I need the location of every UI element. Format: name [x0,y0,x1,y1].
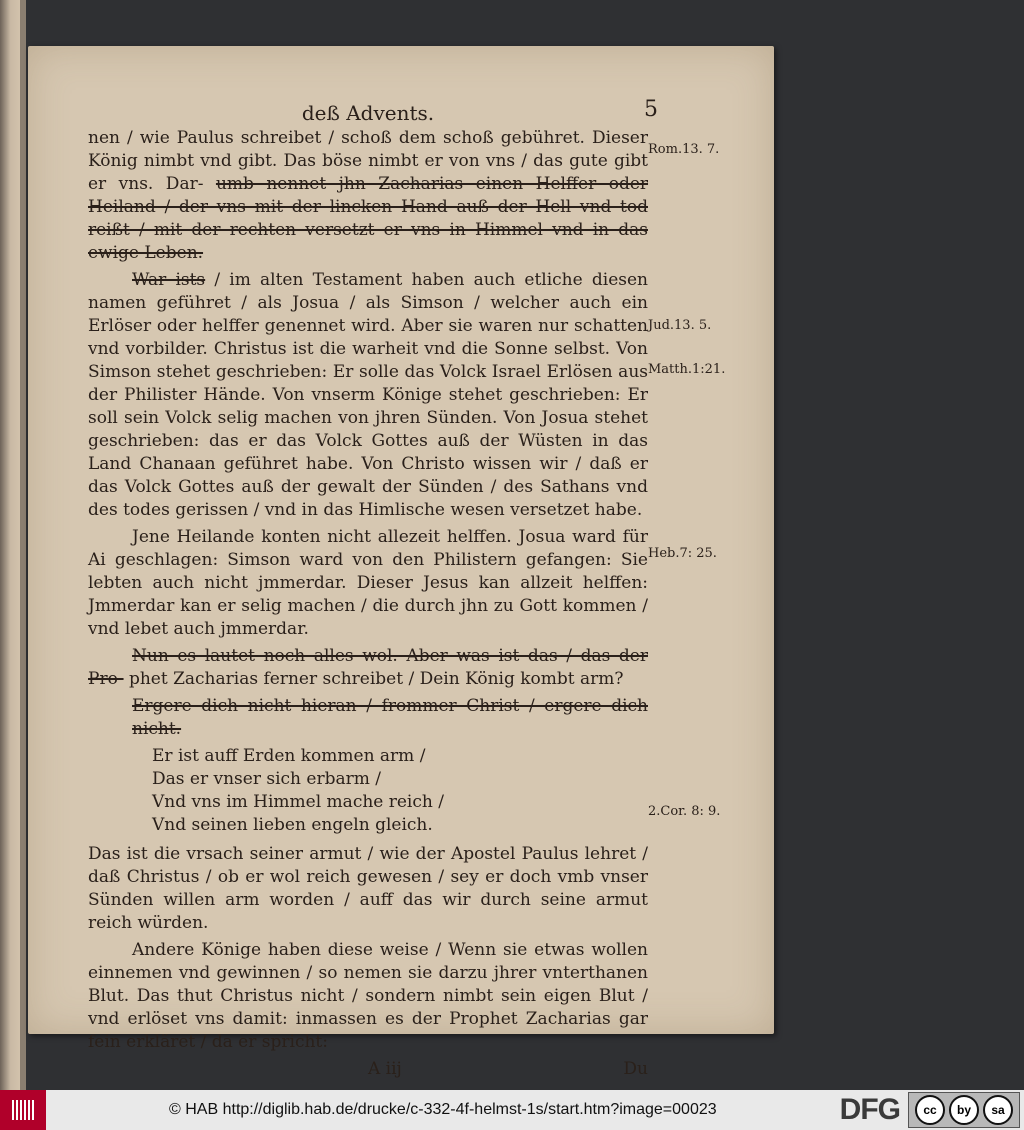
by-icon: by [949,1095,979,1125]
catchword: Du [623,1059,648,1079]
sa-icon: sa [983,1095,1013,1125]
paragraph-4-struck: Nun es lautet noch alles wol. Aber was ist das / das der Pro- [88,646,648,689]
paragraph-1 [88,127,648,265]
paragraph-7: Andere Könige haben diese weise / Wenn sie etwas wollen einnemen vnd gewinnen / so nemen sie darzu jhrer vnterthanen Blut. Das thut Christus nicht / sondern nimbt sein eigen Blut / vnd erlöset vns damit: inmassen es der Prophet Zacharias gar fein erkläret / da er spricht: [88,940,648,1052]
verse-line: Vnd seinen lieben engeln gleich. [152,815,433,835]
margin-note: Jud.13. 5. [648,318,712,333]
paragraph-5 [132,695,648,741]
verse-line: Er ist auff Erden kommen arm / [152,746,426,766]
verse-line: Das er vnser sich erbarm / [152,769,381,789]
paragraph-1-struck: umb nennet jhn Zacharias einen Helffer oder Heiland / der vns mit der lincken Hand auß der Hell vnd tod reißt / mit der rechten versetzt er vns in Himmel vnd in das ewige Leben. [88,174,649,263]
signature-mark: A iij [368,1059,402,1079]
page-footer [88,1058,648,1081]
margin-note: Heb.7: 25. [648,546,717,561]
verse [152,745,648,837]
document-page [28,46,774,1079]
paragraph-2-text: / im alten Testament haben auch etliche diesen namen geführet / als Josua / als Simson / welcher auch ein Erlöser oder helffer genennet wird. Aber sie waren nur schatten vnd vorbilder. Christus ist die warheit vnd die Sonne selbst. Von Simson stehet geschrieben: Er solle das Volck Israel Erlösen aus der Philister Hände. Von vnserm Könige stehet geschrieben: Er soll sein Volck selig machen von jhren Sünden. Von Josua stehet geschrieben: das er das Volck Gottes auß der Wüsten in das Land Chanaan geführet habe. Von Christo wissen wir / daß er das Volck Gottes auß der gewalt der Sünden / des Sathans vnd des todes gerissen / vnd in das Himlische wesen versetzet habe. [88,270,648,520]
page-number: 5 [644,97,658,122]
margin-note: Rom.13. 7. [648,142,720,157]
paragraph-2-struck: War ists [132,270,206,290]
paragraph-4-text: phet Zacharias ferner schreibet / Dein König kombt arm? [128,669,624,689]
verse-line: Vnd vns im Himmel mache reich / [152,792,444,812]
book-spine [20,0,26,1090]
margin-note: Matth.1:21. [648,362,726,377]
cc-icon: cc [915,1095,945,1125]
paragraph-6: Das ist die vrsach seiner armut / wie der Apostel Paulus lehret / daß Christus / ob er wol reich gewesen / sey er doch vmb vnser Sünden willen arm worden / auff das wir durch seine armut reich würden. [88,844,648,933]
paragraph-5-struck: Ergere dich nicht hieran / frommer Christ / ergere dich nicht. [132,696,648,739]
paragraph-3: Jene Heilande konten nicht allezeit helffen. Josua ward für Ai geschlagen: Simson ward von den Philistern gefangen: Sie lebten auch nicht jmmerdar. Dieser Jesus kan allzeit helffen: Jmmerdar kan er selig machen / die durch jhn zu Gott kommen / vnd lebet auch jmmerdar. [88,527,648,639]
source-url-link[interactable]: © HAB http://diglib.hab.de/drucke/c-332-4f-helmst-1s/start.htm?image=00023 [169,1101,717,1118]
paragraph-2 [88,269,648,522]
paragraph-4 [88,645,648,691]
hab-logo-icon[interactable] [0,1090,46,1130]
cc-license-badge[interactable] [908,1092,1020,1128]
margin-note: 2.Cor. 8: 9. [648,804,721,819]
dfg-logo[interactable]: DFG [839,1093,900,1126]
running-head [88,97,658,125]
page-text [88,97,658,1081]
running-head-title: deß Advents. [301,101,435,125]
paragraph-1-text: nen / wie Paulus schreibet / schoß dem schoß gebühret. Dieser König nimbt vnd gibt. Das böse nimbt er von vns / das gute gibt er vns. Dar- [88,128,648,194]
footer-bar [0,1090,1024,1130]
